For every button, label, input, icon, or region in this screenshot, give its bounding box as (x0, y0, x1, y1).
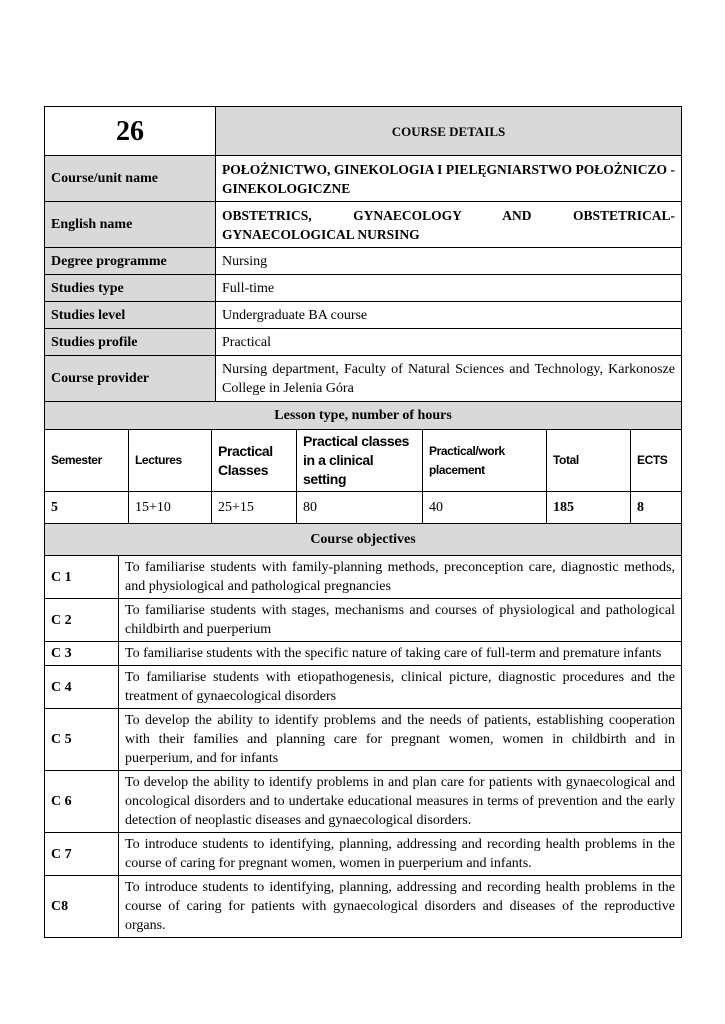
detail-label: English name (45, 202, 216, 248)
value-practical-classes: 25+15 (212, 492, 297, 524)
objective-code: C 5 (45, 709, 119, 771)
course-details-sheet (44, 106, 681, 938)
objective-code: C 6 (45, 771, 119, 833)
col-header-practical-classes: Practical Classes (212, 430, 297, 492)
objective-code: C 2 (45, 599, 119, 642)
detail-value: OBSTETRICS, GYNAECOLOGY AND OBSTETRICAL-GYNAECOLOGICAL NURSING (216, 202, 682, 248)
course-number: 26 (45, 107, 216, 156)
lesson-header-row (45, 430, 682, 492)
objective-text: To familiarise students with the specific nature of taking care of full-term and premature infants (119, 642, 682, 666)
objective-code: C 4 (45, 666, 119, 709)
objective-text: To familiarise students with stages, mechanisms and courses of physiological and pathological childbirth and puerperium (119, 599, 682, 642)
detail-row-studies-level (45, 302, 682, 329)
lesson-values-row (45, 492, 682, 524)
objective-row (45, 556, 682, 599)
value-work-placement: 40 (423, 492, 547, 524)
objective-text: To introduce students to identifying, planning, addressing and recording health problems in the course of caring for patients with gynaecological disorders and diseases of the reproductive organs. (119, 876, 682, 938)
objective-text: To familiarise students with family-planning methods, preconception care, diagnostic methods, and physiological and pathological pregnancies (119, 556, 682, 599)
detail-value: Full-time (216, 275, 682, 302)
detail-value: POŁOŻNICTWO, GINEKOLOGIA I PIELĘGNIARSTWO POŁOŻNICZO - GINEKOLOGICZNE (216, 156, 682, 202)
objective-row (45, 833, 682, 876)
detail-value: Undergraduate BA course (216, 302, 682, 329)
detail-label: Studies type (45, 275, 216, 302)
detail-label: Studies level (45, 302, 216, 329)
detail-value: Nursing department, Faculty of Natural Sciences and Technology, Karkonosze College in Jelenia Góra (216, 356, 682, 402)
header-row (45, 107, 682, 156)
detail-label: Degree programme (45, 248, 216, 275)
objective-text: To introduce students to identifying, planning, addressing and recording health problems in the course of caring for pregnant women, women in puerperium and infants. (119, 833, 682, 876)
col-header-semester: Semester (45, 430, 129, 492)
course-objectives-table (44, 523, 682, 938)
detail-label: Studies profile (45, 329, 216, 356)
detail-label: Course provider (45, 356, 216, 402)
objective-row (45, 771, 682, 833)
lesson-hours-table (44, 401, 682, 524)
detail-row-studies-profile (45, 329, 682, 356)
col-header-clinical-classes: Practical classes in a clinical setting (297, 430, 423, 492)
objective-text: To develop the ability to identify problems and the needs of patients, establishing cooperation with their families and planning care for pregnant women, women in childbirth and in puerperium, and for infants (119, 709, 682, 771)
detail-value: Practical (216, 329, 682, 356)
detail-row-course-name (45, 156, 682, 202)
objectives-section-title: Course objectives (45, 524, 682, 556)
detail-row-degree-programme (45, 248, 682, 275)
lesson-section-title: Lesson type, number of hours (45, 402, 682, 430)
col-header-work-placement: Practical/work placement (423, 430, 547, 492)
objective-row (45, 876, 682, 938)
col-header-total: Total (547, 430, 631, 492)
objectives-title-row (45, 524, 682, 556)
col-header-ects: ECTS (631, 430, 682, 492)
detail-row-studies-type (45, 275, 682, 302)
detail-row-course-provider (45, 356, 682, 402)
objective-code: C 3 (45, 642, 119, 666)
objective-text: To familiarise students with etiopathogenesis, clinical picture, diagnostic procedures and the treatment of gynaecological disorders (119, 666, 682, 709)
objective-code: C 1 (45, 556, 119, 599)
value-total: 185 (547, 492, 631, 524)
detail-value: Nursing (216, 248, 682, 275)
detail-label: Course/unit name (45, 156, 216, 202)
objective-row (45, 642, 682, 666)
objective-row (45, 709, 682, 771)
value-lectures: 15+10 (129, 492, 212, 524)
course-details-title: COURSE DETAILS (216, 107, 682, 156)
objective-row (45, 666, 682, 709)
objective-code: C8 (45, 876, 119, 938)
objective-text: To develop the ability to identify problems in and plan care for patients with gynaecological and oncological disorders and to undertake educational measures in terms of prevention and the early detection of neoplastic diseases and gynaecological disorders. (119, 771, 682, 833)
course-details-table (44, 106, 682, 402)
value-clinical-classes: 80 (297, 492, 423, 524)
lesson-title-row (45, 402, 682, 430)
value-semester: 5 (45, 492, 129, 524)
detail-row-english-name (45, 202, 682, 248)
objective-row (45, 599, 682, 642)
objective-code: C 7 (45, 833, 119, 876)
col-header-lectures: Lectures (129, 430, 212, 492)
value-ects: 8 (631, 492, 682, 524)
